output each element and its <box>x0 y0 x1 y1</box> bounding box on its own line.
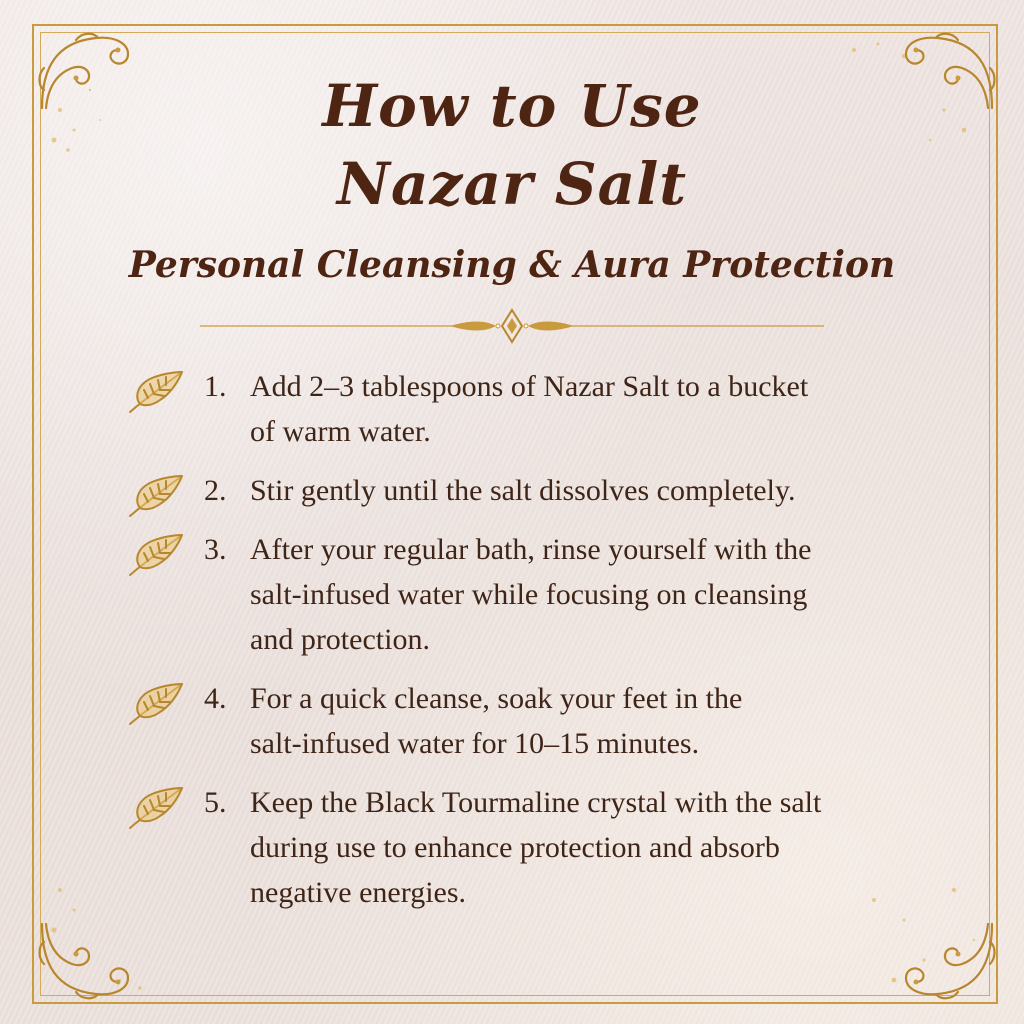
step-text-line: salt-infused water while focusing on cleansing <box>250 578 808 611</box>
page-subtitle: Personal Cleansing & Aura Protection <box>128 244 896 286</box>
list-item <box>120 780 880 915</box>
step-text-line: negative energies. <box>250 876 467 909</box>
feather-icon <box>126 470 188 520</box>
feather-icon <box>126 782 188 832</box>
step-text-line: After your regular bath, rinse yourself with the <box>250 533 812 566</box>
page-title-line-1: How to Use <box>322 72 702 140</box>
feather-icon <box>126 366 188 416</box>
step-text-line: and protection. <box>250 623 430 656</box>
step-text-line: For a quick cleanse, soak your feet in the <box>250 682 743 715</box>
instruction-steps-list <box>120 364 880 929</box>
step-text-line: of warm water. <box>250 415 431 448</box>
step-number: 3. <box>204 533 227 566</box>
feather-icon <box>126 678 188 728</box>
list-item <box>120 364 880 454</box>
step-text-line: Keep the Black Tourmaline crystal with the salt <box>250 786 822 819</box>
step-number: 5. <box>204 786 227 819</box>
list-item <box>120 676 880 766</box>
list-item <box>120 527 880 662</box>
page-title-line-2: Nazar Salt <box>336 150 688 218</box>
step-number: 4. <box>204 682 227 715</box>
step-number: 1. <box>204 370 227 403</box>
step-text-line: during use to enhance protection and absorb <box>250 831 780 864</box>
list-item <box>120 468 880 513</box>
step-number: 2. <box>204 474 227 507</box>
ornamental-divider-icon <box>200 308 824 344</box>
feather-icon <box>126 529 188 579</box>
step-text-line: Stir gently until the salt dissolves completely. <box>250 474 796 507</box>
step-text-line: Add 2–3 tablespoons of Nazar Salt to a bucket <box>250 370 809 403</box>
step-text-line: salt-infused water for 10–15 minutes. <box>250 727 700 760</box>
corner-flourish-icon <box>888 914 998 1004</box>
